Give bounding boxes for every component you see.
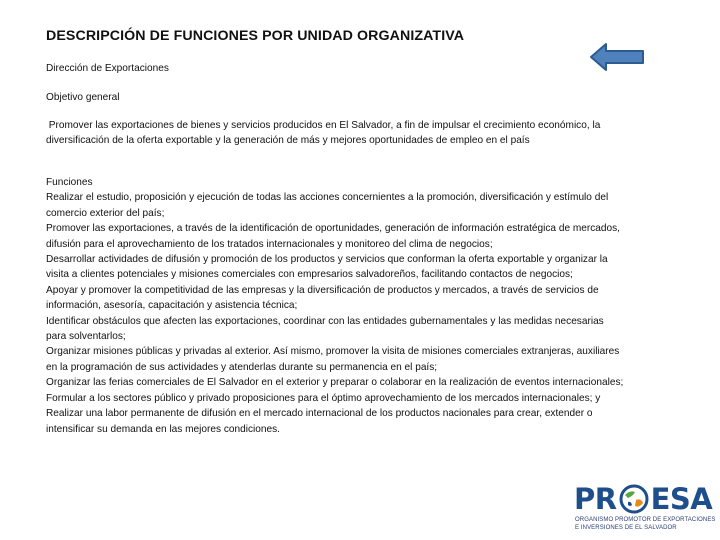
logo-subtitle xyxy=(575,516,716,532)
objective-line: diversificación de la oferta exportable y la generación de más y mejores oportunidades de empleo en el país xyxy=(46,135,530,147)
logo-word-left: PR xyxy=(574,482,617,516)
globe-icon xyxy=(618,483,650,515)
function-line: Promover las exportaciones, a través de la identificación de oportunidades, generación de información estratégica de mercados, xyxy=(46,223,620,235)
function-line: en la programación de sus actividades y atenderlas durante su permanencia en el país; xyxy=(46,361,438,373)
function-line: para solventarlos; xyxy=(46,331,126,343)
objective-text xyxy=(46,118,682,149)
logo-word-right: ESA xyxy=(650,482,713,516)
function-line: Apoyar y promover la competitividad de las empresas y la diversificación de productos y mercados, a través de servicios de xyxy=(46,284,599,296)
proesa-logo xyxy=(572,482,714,536)
logo-subtitle-line: E INVERSIONES DE EL SALVADOR xyxy=(575,525,677,531)
function-line: Organizar las ferias comerciales de El Salvador en el exterior y preparar o colaborar en la realización de eventos internacionales; xyxy=(46,377,624,389)
department-name: Dirección de Exportaciones xyxy=(46,63,169,74)
function-line: Organizar misiones públicas y privadas al exterior. Así mismo, promover la visita de misiones comerciales extranjeras, auxiliares xyxy=(46,346,620,358)
function-line: información, asesoría, capacitación y asistencia técnica; xyxy=(46,300,298,312)
logo-wordmark xyxy=(574,482,712,516)
page-title: DESCRIPCIÓN DE FUNCIONES POR UNIDAD ORGANIZATIVA xyxy=(46,28,465,44)
function-line: Desarrollar actividades de difusión y promoción de los productos y servicios que conforman la oferta exportable y organizar la xyxy=(46,254,608,266)
functions-label: Funciones xyxy=(46,177,93,188)
function-line: comercio exterior del país; xyxy=(46,207,165,219)
objective-line: Promover las exportaciones de bienes y servicios producidos en El Salvador, a fin de impulsar el crecimiento económico, la xyxy=(46,120,601,131)
function-line: Realizar el estudio, proposición y ejecución de todas las acciones concernientes a la promoción, diversificación y estímulo del xyxy=(46,192,609,204)
functions-section xyxy=(46,175,682,437)
function-line: difusión para el aprovechamiento de los tratados internacionales y monitoreo del clima de negocios; xyxy=(46,238,493,250)
function-line: intensificar su demanda en las mejores condiciones. xyxy=(46,423,280,435)
function-line: visita a clientes potenciales y misiones comerciales con empresarios salvadoreños, facilitando contactos de negocios; xyxy=(46,269,573,281)
function-line: Identificar obstáculos que afecten las exportaciones, coordinar con las entidades gubernamentales y las medidas necesarias xyxy=(46,315,604,327)
function-line: Realizar una labor permanente de difusión en el mercado internacional de los productos nacionales para crear, extender o xyxy=(46,408,593,420)
function-line: Formular a los sectores público y privado proposiciones para el óptimo aprovechamiento de los mercados internacionales; y xyxy=(46,392,601,404)
objective-label: Objetivo general xyxy=(46,92,120,103)
logo-subtitle-line: ORGANISMO PROMOTOR DE EXPORTACIONES xyxy=(575,517,716,523)
